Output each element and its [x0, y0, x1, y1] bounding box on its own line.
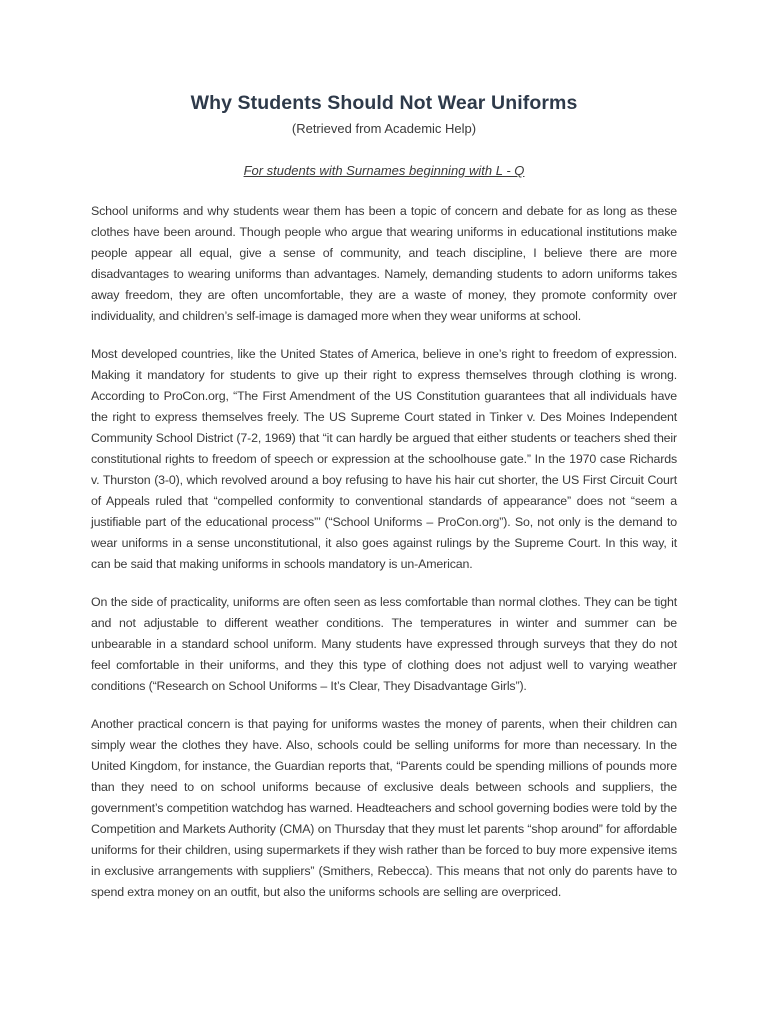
audience-note: For students with Surnames beginning with L - Q: [243, 163, 525, 178]
paragraph-intro: School uniforms and why students wear them has been a topic of concern and debate for as long as these clothes have been around. Though people who argue that wearing uniforms in educational institutions make people appear all equal, give a sense of community, and teach discipline, I believe there are more disadvantages to wearing uniforms than advantages. Namely, demanding students to adorn uniforms takes away freedom, they are often uncomfortable, they are a waste of money, they promote conformity over individuality, and children’s self-image is damaged more when they wear uniforms at school.: [91, 204, 677, 323]
page-title: Why Students Should Not Wear Uniforms: [190, 92, 578, 114]
source-line: (Retrieved from Academic Help): [291, 121, 477, 136]
paragraph-cost: Another practical concern is that paying for uniforms wastes the money of parents, when their children can simply wear the clothes they have. Also, schools could be selling uniforms for more than necessary. In the United Kingdom, for instance, the Guardian reports that, “Parents could be spending millions of pounds more than they need to on school uniforms because of exclusive deals between schools and suppliers, the government’s competition watchdog has warned. Headteachers and school governing bodies were told by the Competition and Markets Authority (CMA) on Thursday that they must let parents “shop around” for affordable uniforms for their children, using supermarkets if they wish rather than be forced to buy more expensive items in exclusive arrangements with suppliers” (Smithers, Rebecca). This means that not only do parents have to spend extra money on an outfit, but also the uniforms schools are selling are overpriced.: [91, 717, 677, 899]
paragraph-comfort: On the side of practicality, uniforms are often seen as less comfortable than normal clothes. They can be tight and not adjustable to different weather conditions. The temperatures in winter and summer can be unbearable in a standard school uniform. Many students have expressed through surveys that they do not feel comfortable in their uniforms, and they this type of clothing does not adjust well to varying weather conditions (“Research on School Uniforms – It’s Clear, They Disadvantage Girls”).: [91, 595, 677, 693]
document-body: [91, 201, 677, 920]
paragraph-freedom: Most developed countries, like the United States of America, believe in one’s right to freedom of expression. Making it mandatory for students to give up their right to express themselves through clothing is wrong. According to ProCon.org, “The First Amendment of the US Constitution guarantees that all individuals have the right to express themselves freely. The US Supreme Court stated in Tinker v. Des Moines Independent Community School District (7-2, 1969) that “it can hardly be argued that either students or teachers shed their constitutional rights to freedom of speech or expression at the schoolhouse gate.” In the 1970 case Richards v. Thurston (3-0), which revolved around a boy refusing to have his hair cut shorter, the US First Circuit Court of Appeals ruled that “compelled conformity to conventional standards of appearance” does not “seem a justifiable part of the educational process”’ (“School Uniforms – ProCon.org”). So, not only is the demand to wear uniforms in a sense unconstitutional, it also goes against rulings by the Supreme Court. In this way, it can be said that making uniforms in schools mandatory is un-American.: [91, 347, 677, 571]
